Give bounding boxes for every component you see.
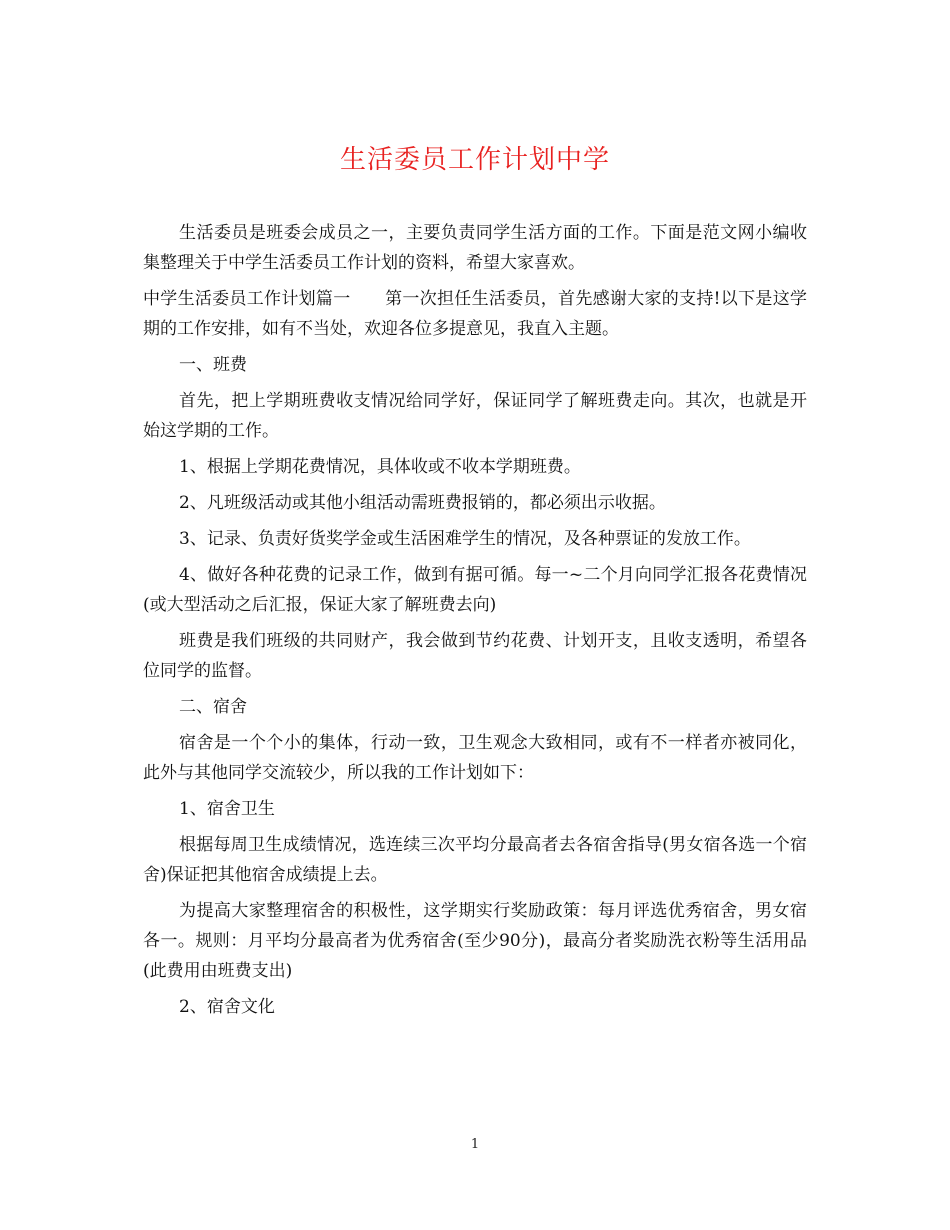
list-item: 4、做好各种花费的记录工作，做到有据可循。每一~二个月向同学汇报各花费情况(或大型活动之后汇报，保证大家了解班费去向) (143, 565, 807, 615)
paragraph: 班费是我们班级的共同财产，我会做到节约花费、计划开支，且收支透明，希望各位同学的监督。 (143, 631, 807, 681)
list-item: 1、根据上学期花费情况，具体收或不收本学期班费。 (179, 457, 581, 477)
subsection-heading: 2、宿舍文化 (179, 997, 275, 1017)
subsection-heading: 1、宿舍卫生 (179, 799, 275, 819)
paragraph: 中学生活委员工作计划篇一 第一次担任生活委员，首先感谢大家的支持!以下是这学期的工作安排，如有不当处，欢迎各位多提意见，我直入主题。 (143, 289, 807, 339)
paragraph: 宿舍是一个个小的集体，行动一致，卫生观念大致相同，或有不一样者亦被同化，此外与其他同学交流较少，所以我的工作计划如下： (143, 733, 807, 783)
page-number: 1 (470, 1137, 480, 1152)
list-item: 2、凡班级活动或其他小组活动需班费报销的，都必须出示收据。 (179, 493, 666, 513)
paragraph: 首先，把上学期班费收支情况给同学好，保证同学了解班费走向。其次，也就是开始这学期的工作。 (143, 391, 807, 441)
paragraph: 生活委员是班委会成员之一，主要负责同学生活方面的工作。下面是范文网小编收集整理关于中学生活委员工作计划的资料，希望大家喜欢。 (143, 223, 807, 273)
document-title: 生活委员工作计划中学 (339, 145, 610, 175)
section-heading: 一、班费 (179, 355, 247, 375)
document-body (143, 218, 807, 1028)
section-heading: 二、宿舍 (179, 697, 247, 717)
paragraph: 根据每周卫生成绩情况，选连续三次平均分最高者去各宿舍指导(男女宿各选一个宿舍)保证把其他宿舍成绩提上去。 (143, 835, 807, 885)
paragraph: 为提高大家整理宿舍的积极性，这学期实行奖励政策：每月评选优秀宿舍，男女宿各一。规则：月平均分最高者为优秀宿舍(至少90分)，最高分者奖励洗衣粉等生活用品(此费用由班费支出) (143, 901, 807, 981)
list-item: 3、记录、负责好货奖学金或生活困难学生的情况，及各种票证的发放工作。 (179, 529, 751, 549)
